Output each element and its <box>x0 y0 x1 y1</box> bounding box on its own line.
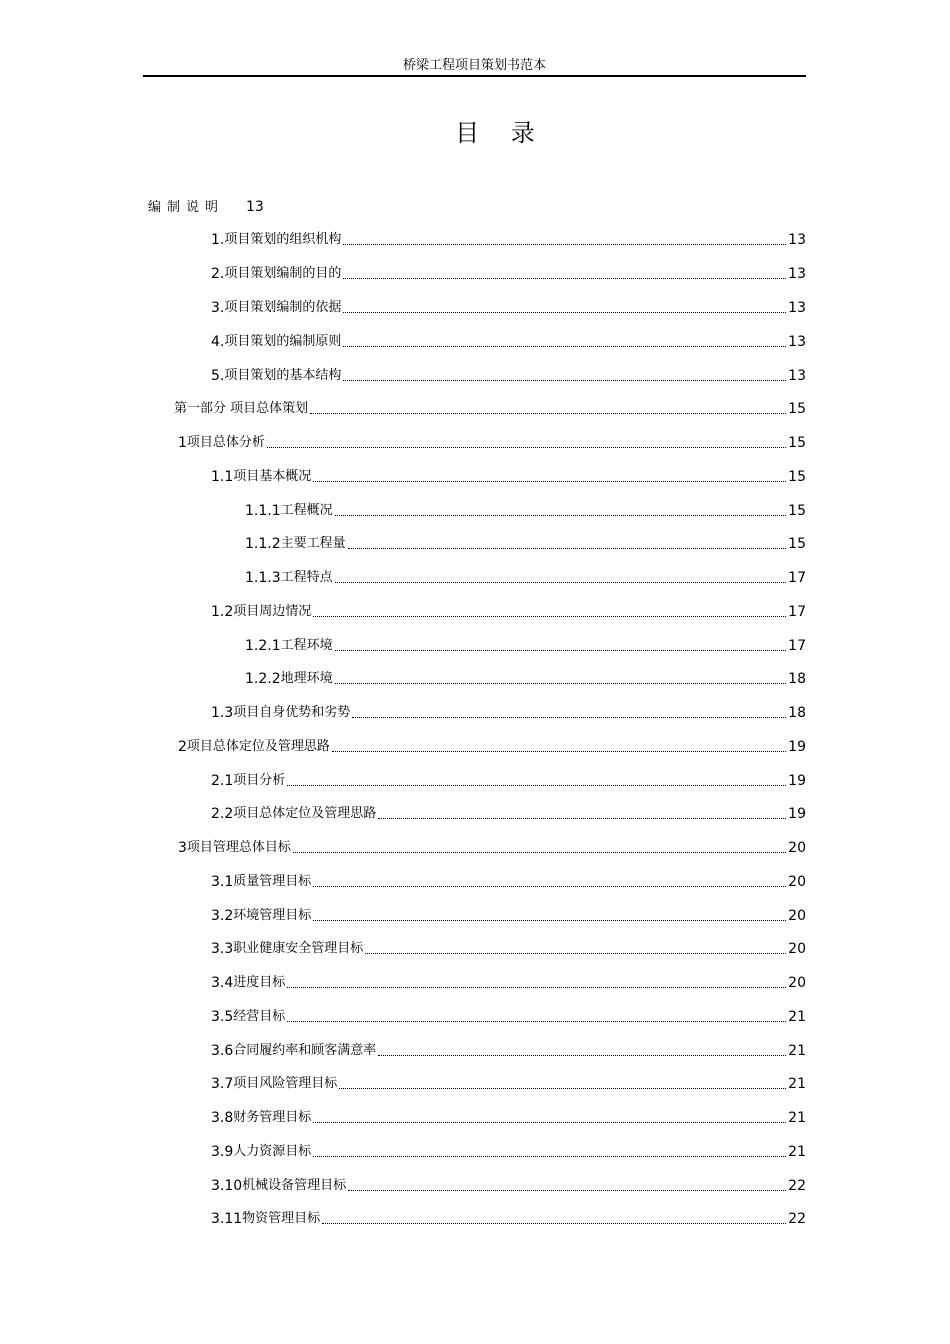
toc-entry[interactable] <box>211 872 806 892</box>
dot-leader <box>313 920 786 921</box>
toc-entry[interactable] <box>178 433 806 453</box>
toc-entry[interactable] <box>211 1007 806 1027</box>
toc-entry-page: 19 <box>788 806 806 822</box>
toc-entry-text: 工程概况 <box>280 503 333 518</box>
toc-entry-page: 18 <box>788 671 806 687</box>
toc-entry[interactable] <box>211 1176 806 1196</box>
dot-leader <box>339 1088 786 1089</box>
toc-entry-page: 22 <box>788 1211 806 1227</box>
toc-entry-page: 15 <box>788 469 806 485</box>
toc-entry-page: 15 <box>788 435 806 451</box>
toc-entry-text: 项目总体分析 <box>186 435 265 450</box>
toc-entry-page: 21 <box>788 1076 806 1092</box>
toc-entry[interactable] <box>211 1074 806 1094</box>
toc-entry-text: 项目策划的编制原则 <box>224 334 342 349</box>
toc-entry[interactable] <box>245 501 806 521</box>
toc-entry-text: 质量管理目标 <box>233 874 312 889</box>
toc-entry-text: 项目策划编制的目的 <box>224 266 342 281</box>
toc-entry-number: 3.7 <box>211 1076 234 1092</box>
toc-entry-number: 3.6 <box>211 1043 234 1059</box>
toc-entry[interactable] <box>211 939 806 959</box>
toc-entry-text: 项目风险管理目标 <box>233 1076 338 1091</box>
toc-entry-number: 3.9 <box>211 1144 234 1160</box>
dot-leader <box>335 683 787 684</box>
toc-entry-number: 2.1 <box>211 773 234 789</box>
toc-entry-text: 项目基本概况 <box>233 469 312 484</box>
dot-leader <box>313 481 786 482</box>
toc-entry-number: 2.2 <box>211 806 234 822</box>
dot-leader <box>335 515 787 516</box>
toc-entry[interactable] <box>211 1041 806 1061</box>
toc-entry-text: 项目策划的组织机构 <box>224 232 342 247</box>
toc-entry-page: 20 <box>788 874 806 890</box>
toc-entry-text: 项目分析 <box>233 773 286 788</box>
toc-entry-text: 环境管理目标 <box>233 908 312 923</box>
toc-entry[interactable] <box>211 1142 806 1162</box>
toc-entry-number: 1.1.2 <box>245 536 281 552</box>
dot-leader <box>293 852 786 853</box>
toc-entry-number: 3 <box>178 840 187 856</box>
toc-entry-page: 21 <box>788 1144 806 1160</box>
toc-entry-text: 经营目标 <box>233 1009 286 1024</box>
dot-leader <box>378 1055 786 1056</box>
toc-entry[interactable] <box>178 838 806 858</box>
toc-entry-page: 19 <box>788 739 806 755</box>
toc-entry-page: 13 <box>788 232 806 248</box>
toc-entry-text: 项目周边情况 <box>233 604 312 619</box>
dot-leader <box>343 278 786 279</box>
toc-entry-text: 项目管理总体目标 <box>186 840 291 855</box>
toc-entry[interactable] <box>211 332 806 352</box>
dot-leader <box>335 650 787 651</box>
toc-entry[interactable] <box>245 568 806 588</box>
toc-entry-page: 20 <box>788 908 806 924</box>
toc-entry-text: 地理环境 <box>280 671 333 686</box>
toc-entry-number: 5. <box>211 368 225 384</box>
toc-entry[interactable] <box>211 298 806 318</box>
toc-entry-number: 3. <box>211 300 225 316</box>
page-header: 桥梁工程项目策划书范本 <box>143 57 806 77</box>
toc-entry-text: 项目策划编制的依据 <box>224 300 342 315</box>
toc-entry-page: 18 <box>788 705 806 721</box>
toc-entry-number: 1.2.2 <box>245 671 281 687</box>
toc-entry-page: 21 <box>788 1009 806 1025</box>
toc-entry[interactable] <box>211 602 806 622</box>
toc-entry-text: 主要工程量 <box>280 536 346 551</box>
toc-entry[interactable] <box>211 264 806 284</box>
dot-leader <box>267 447 786 448</box>
toc-entry-number: 2. <box>211 266 225 282</box>
toc-entry-number: 1.2.1 <box>245 638 281 654</box>
toc-entry-number: 1.1.1 <box>245 503 281 519</box>
dot-leader <box>313 1122 786 1123</box>
toc-entry-page: 13 <box>246 199 264 215</box>
toc-entry-text: 编制说明 <box>148 200 225 215</box>
toc-entry-page: 15 <box>788 503 806 519</box>
toc-entry-number: 3.10 <box>211 1178 243 1194</box>
toc-entry-page: 21 <box>788 1110 806 1126</box>
toc-entry-number: 1.2 <box>211 604 234 620</box>
dot-leader <box>287 785 786 786</box>
toc-entry-page: 19 <box>788 773 806 789</box>
toc-entry-text: 合同履约率和顾客满意率 <box>233 1043 377 1058</box>
toc-entry-page: 15 <box>788 401 806 417</box>
dot-leader <box>332 751 786 752</box>
page-title: 目 录 <box>455 119 547 147</box>
toc-entry-text: 工程环境 <box>280 638 333 653</box>
toc-entry-page: 13 <box>788 334 806 350</box>
dot-leader <box>343 346 786 347</box>
toc-entry-page: 20 <box>788 840 806 856</box>
dot-leader <box>287 987 786 988</box>
toc-entry-number: 3.11 <box>211 1211 243 1227</box>
dot-leader <box>313 886 786 887</box>
toc-entry-page: 21 <box>788 1043 806 1059</box>
toc-entry-page: 13 <box>788 266 806 282</box>
toc-entry-text: 人力资源目标 <box>233 1144 312 1159</box>
toc-entry-page: 20 <box>788 975 806 991</box>
toc-entry-number: 3.3 <box>211 941 234 957</box>
toc-entry-number: 1 <box>178 435 187 451</box>
dot-leader <box>365 953 786 954</box>
toc-entry-number: 3.1 <box>211 874 234 890</box>
toc-entry-text: 物资管理目标 <box>242 1211 321 1226</box>
toc-entry-page: 22 <box>788 1178 806 1194</box>
dot-leader <box>322 1223 786 1224</box>
toc-entry[interactable] <box>245 669 806 689</box>
toc-entry-text: 项目策划的基本结构 <box>224 368 342 383</box>
toc-entry[interactable] <box>211 973 806 993</box>
dot-leader <box>335 582 787 583</box>
toc-entry-text: 项目自身优势和劣势 <box>233 705 351 720</box>
toc-entry-number: 3.8 <box>211 1110 234 1126</box>
toc-entry[interactable] <box>211 804 806 824</box>
toc-entry-text: 工程特点 <box>280 570 333 585</box>
dot-leader <box>348 1190 786 1191</box>
toc-entry-text: 项目总体定位及管理思路 <box>233 806 377 821</box>
toc-entry-text: 进度目标 <box>233 975 286 990</box>
toc-entry-text: 机械设备管理目标 <box>242 1178 347 1193</box>
dot-leader <box>310 413 786 414</box>
dot-leader <box>378 818 786 819</box>
toc-entry-page: 17 <box>788 604 806 620</box>
toc-entry-page: 20 <box>788 941 806 957</box>
toc-entry[interactable] <box>178 737 806 757</box>
toc-entry-page: 13 <box>788 368 806 384</box>
dot-leader <box>313 1156 786 1157</box>
toc-entry-number: 2 <box>178 739 187 755</box>
dot-leader <box>287 1021 786 1022</box>
toc-entry[interactable] <box>211 230 806 250</box>
toc-entry-number: 1. <box>211 232 225 248</box>
toc-entry-number: 4. <box>211 334 225 350</box>
dot-leader <box>343 312 786 313</box>
toc-entry[interactable] <box>211 1209 806 1229</box>
toc-entry-number: 3.4 <box>211 975 234 991</box>
toc-entry-text: 项目总体定位及管理思路 <box>186 739 330 754</box>
toc-entry-number: 1.3 <box>211 705 234 721</box>
toc-entry-page: 17 <box>788 638 806 654</box>
toc-entry-page: 13 <box>788 300 806 316</box>
dot-leader <box>352 717 786 718</box>
toc-entry-number: 3.5 <box>211 1009 234 1025</box>
toc-entry[interactable] <box>245 534 806 554</box>
dot-leader <box>343 244 786 245</box>
toc-entry[interactable] <box>245 636 806 656</box>
toc-entry[interactable] <box>211 366 806 386</box>
toc-entry[interactable] <box>174 399 806 419</box>
toc-entry-number: 3.2 <box>211 908 234 924</box>
toc-entry-text: 财务管理目标 <box>233 1110 312 1125</box>
toc-entry-number: 1.1 <box>211 469 234 485</box>
toc-entry[interactable] <box>211 906 806 926</box>
dot-leader <box>343 380 786 381</box>
toc-entry-page: 15 <box>788 536 806 552</box>
toc-entry-number: 1.1.3 <box>245 570 281 586</box>
toc-entry-page: 17 <box>788 570 806 586</box>
toc-entry[interactable] <box>211 771 806 791</box>
toc-entry[interactable] <box>211 467 806 487</box>
dot-leader <box>313 616 786 617</box>
toc-entry-text: 第一部分 项目总体策划 <box>174 401 309 416</box>
toc-entry[interactable] <box>211 703 806 723</box>
dot-leader <box>348 548 787 549</box>
toc-entry-text: 职业健康安全管理目标 <box>233 941 364 956</box>
toc-entry[interactable] <box>211 1108 806 1128</box>
